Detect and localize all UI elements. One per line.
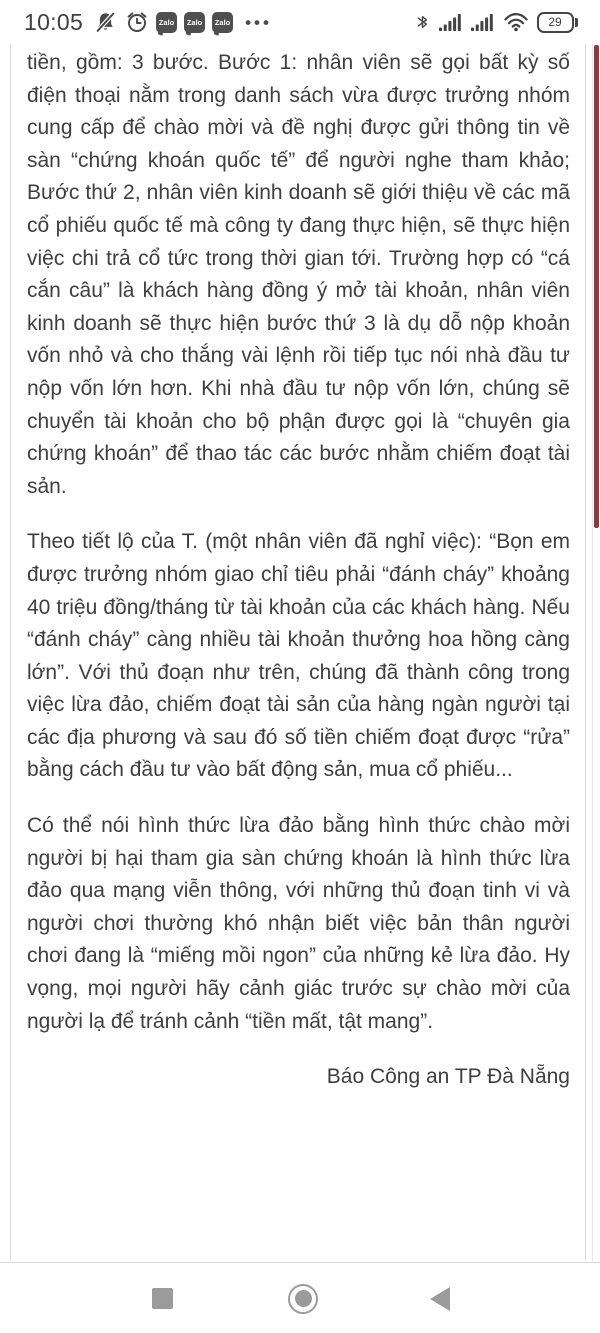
alarm-clock-icon bbox=[125, 10, 149, 34]
recents-button[interactable] bbox=[140, 1263, 184, 1333]
bluetooth-icon bbox=[414, 11, 431, 33]
status-time: 10:05 bbox=[24, 8, 84, 35]
battery-nub bbox=[575, 18, 578, 27]
home-circle-dot bbox=[295, 1290, 312, 1307]
zalo-notification-icon bbox=[156, 12, 177, 33]
article-paragraph: Theo tiết lộ của T. (một nhân viên đã nghỉ việc): “Bọn em được trưởng nhóm giao chỉ tiêu phải “đánh cháy” khoảng 40 triệu đồng/tháng từ tài khoản của các khách hàng. Nếu “đánh cháy” càng nhiều tài khoản thưởng hoa hồng càng lớn”. Với thủ đoạn như trên, chúng đã thành công trong việc lừa đảo, chiếm đoạt tài sản của hàng ngàn người tại các địa phương và sau đó số tiền chiếm đoạt được “rửa” bằng cách đầu tư vào bất động sản, mua cổ phiếu... bbox=[27, 530, 570, 782]
home-button[interactable] bbox=[281, 1263, 325, 1333]
article-paragraph: Có thể nói hình thức lừa đảo bằng hình thức chào mời người bị hại tham gia sàn chứng khoán là hình thức lừa đảo qua mạng viễn thông, với những thủ đoạn tinh vi và người chơi thường khó nhận biết việc bản thân người chơi đang là “miếng mồi ngon” của những kẻ lừa đảo. Hy vọng, mọi người hãy cảnh giác trước sự chào mời của người lạ để tránh cảnh “tiền mất, tật mang”. bbox=[27, 814, 570, 1033]
zalo-badge-label: Zalo bbox=[186, 17, 203, 27]
home-circle-icon bbox=[288, 1284, 318, 1314]
cell-signal-icon bbox=[471, 12, 495, 32]
zalo-badge-label: Zalo bbox=[158, 17, 175, 27]
status-bar-right bbox=[414, 11, 579, 33]
recents-square-icon bbox=[152, 1288, 173, 1309]
battery-icon bbox=[537, 12, 579, 33]
battery-body bbox=[537, 12, 574, 33]
back-button[interactable] bbox=[418, 1263, 462, 1333]
back-triangle-icon bbox=[430, 1287, 450, 1311]
article-paragraph: tiền, gồm: 3 bước. Bước 1: nhân viên sẽ gọi bất kỳ số điện thoại nằm trong danh sách vừa được trưởng nhóm cung cấp để chào mời và đề nghị được gửi thông tin về sàn “chứng khoán quốc tế” để người nghe tham khảo; Bước thứ 2, nhân viên kinh doanh sẽ giới thiệu về các mã cổ phiếu quốc tế mà công ty đang thực hiện, sẽ thực hiện việc chi trả cổ tức trong thời gian tới. Trường hợp có “cá cắn câu” là khách hàng đồng ý mở tài khoản, nhân viên kinh doanh sẽ thực hiện bước thứ 3 là dụ dỗ nộp khoản vốn nhỏ và cho thắng vài lệnh rồi tiếp tục nói nhà đầu tư nộp vốn lớn hơn. Khi nhà đầu tư nộp vốn lớn, chúng sẽ chuyển tài khoản cho bộ phận được gọi là “chuyên gia chứng khoán” để thao tác các bước nhằm chiếm đoạt tài sản. bbox=[27, 51, 570, 498]
zalo-notification-icon bbox=[184, 12, 205, 33]
cell-signal-icon bbox=[439, 12, 463, 32]
article-scroll-area[interactable] bbox=[10, 44, 586, 1261]
scrollbar-thumb[interactable] bbox=[594, 45, 599, 528]
article-source: Báo Công an TP Đà Nẵng bbox=[326, 1065, 570, 1089]
zalo-notification-icon bbox=[212, 12, 233, 33]
status-bar bbox=[0, 0, 600, 44]
notifications-muted-icon bbox=[93, 10, 118, 35]
zalo-badge-label: Zalo bbox=[214, 17, 231, 27]
scrollbar-track bbox=[592, 44, 593, 1261]
android-navigation-bar bbox=[0, 1262, 600, 1333]
more-notifications-icon: ••• bbox=[245, 12, 272, 32]
wifi-icon bbox=[503, 12, 529, 32]
status-bar-left bbox=[24, 9, 272, 36]
battery-percent: 29 bbox=[548, 15, 562, 29]
